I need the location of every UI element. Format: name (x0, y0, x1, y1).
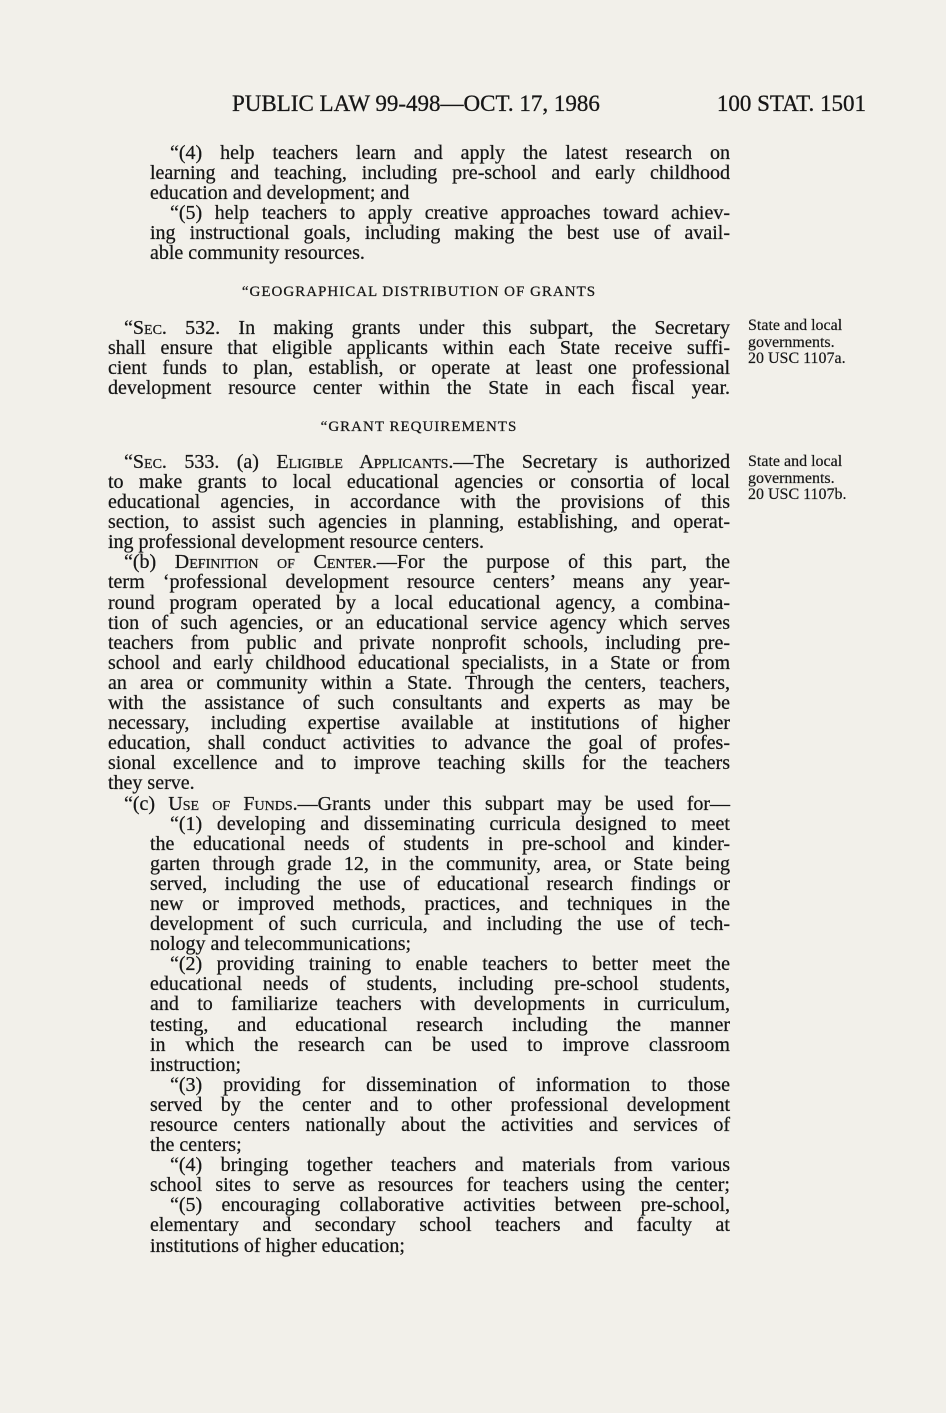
text-line: they serve. (108, 772, 195, 795)
text-line: served, including the use of educational research findings or (150, 872, 730, 895)
text-line: testing, and educational research including the manner (150, 1013, 730, 1036)
margin-note-line: governments. (748, 469, 835, 487)
section-532-paragraph (108, 318, 730, 398)
text-line: garten through grade 12, in the community, area, or State being (150, 852, 730, 875)
carryover-item-4 (108, 143, 730, 203)
text-line: an area or community within a State. Through the centers, teachers, (108, 671, 730, 694)
line-text: —Grants under this subpart may be used for— (297, 792, 731, 815)
section-heading-grant-requirements: “GRANT REQUIREMENTS (320, 418, 518, 435)
text-line: ing professional development resource centers. (108, 531, 484, 554)
text-line: “(2) providing training to enable teachers to better meet the (170, 953, 730, 976)
margin-note-section-532 (748, 318, 846, 368)
margin-note-section-533 (748, 454, 847, 504)
margin-note-line: State and local (748, 317, 843, 334)
open-quote: “ (124, 450, 133, 473)
text-line: cient funds to plan, establish, or operate at least one professional (108, 357, 730, 380)
text-line (124, 318, 730, 338)
text-line: and to familiarize teachers with developments in curriculum, (150, 993, 730, 1016)
text-line: tion of such agencies, or an educational service agency which serves (108, 611, 730, 634)
text-line: “(3) providing for dissemination of information to those (170, 1073, 730, 1096)
text-line: school and early childhood educational specialists, in a State or from (108, 651, 730, 674)
text-line: school sites to serve as resources for teachers using the center; (150, 1174, 730, 1197)
text-line: round program operated by a local educational agency, a combina- (108, 591, 730, 614)
text-line: sional excellence and to improve teaching skills for the teachers (108, 752, 730, 775)
margin-note-line: governments. (748, 333, 835, 351)
text-line: with the assistance of such consultants and experts as may be (108, 692, 730, 715)
text-line: “(5) encouraging collaborative activities between pre-school, (170, 1194, 730, 1217)
use-item-2 (108, 954, 730, 1075)
text-line: development of such curricula, and including the use of tech- (150, 913, 730, 936)
text-line: in which the research can be used to improve classroom (150, 1033, 730, 1056)
margin-note-line: 20 USC 1107a. (748, 350, 846, 367)
text-line: the centers; (150, 1134, 242, 1157)
section-label: Sec. (132, 450, 167, 473)
text-line (124, 794, 730, 814)
text-line: necessary, including expertise available at institutions of higher (108, 712, 730, 735)
line-text: —The Secretary is authorized (453, 450, 730, 473)
text-line: development resource center within the State in each fiscal year. (108, 377, 730, 400)
text-line: served by the center and to other professional development (150, 1093, 730, 1116)
line-text: —For the purpose of this part, the (376, 551, 730, 574)
line-text: “(c) (124, 792, 169, 815)
text-line: “(4) help teachers learn and apply the latest research on (170, 142, 730, 164)
text-line: section, to assist such agencies in planning, establishing, and operat- (108, 511, 730, 534)
text-line: instruction; (150, 1053, 242, 1076)
running-header-law-date: PUBLIC LAW 99-498—OCT. 17, 1986 (232, 91, 600, 116)
text-line: ing instructional goals, including making the best use of avail- (150, 222, 730, 245)
section-label: Sec. (132, 316, 167, 339)
text-line: elementary and secondary school teachers and faculty at (150, 1214, 730, 1237)
subsection-b-paragraph (108, 552, 730, 793)
text-line: teachers from public and private nonprofit schools, including pre- (108, 631, 730, 654)
text-line: “(4) bringing together teachers and materials from various (170, 1154, 730, 1177)
line-text: “(b) (124, 551, 175, 574)
use-item-1 (108, 814, 730, 955)
text-line: able community resources. (150, 242, 365, 265)
text-line: nology and telecommunications; (150, 933, 412, 956)
open-quote: “ (124, 316, 133, 339)
text-line: institutions of higher education; (150, 1234, 405, 1257)
text-line: the educational needs of students in pre-school and kinder- (150, 832, 730, 855)
text-line: “(5) help teachers to apply creative approaches toward achiev- (170, 202, 730, 225)
text-line (124, 452, 730, 472)
text-line: “(1) developing and disseminating curricula designed to meet (170, 812, 730, 835)
text-line: shall ensure that eligible applicants within each State receive suffi- (108, 337, 730, 360)
text-line: term ‘professional development resource centers’ means any year- (108, 571, 730, 594)
text-line: new or improved methods, practices, and techniques in the (150, 892, 730, 915)
text-line: resource centers nationally about the activities and services of (150, 1114, 730, 1137)
text-line: to make grants to local educational agencies or consortia of local (108, 471, 730, 494)
text-line (124, 552, 730, 572)
carryover-item-5 (108, 203, 730, 263)
text-line: education and development; and (150, 182, 410, 205)
text-line: educational needs of students, including pre-school students, (150, 973, 730, 996)
section-533-paragraph (108, 452, 730, 552)
subsection-caption: Use of Funds. (168, 792, 298, 815)
margin-note-line: State and local (748, 453, 843, 470)
running-header-stat-page: 100 STAT. 1501 (716, 91, 866, 116)
subsection-caption: Eligible Applicants. (276, 450, 454, 473)
main-text-column (108, 143, 730, 1256)
use-item-4 (108, 1155, 730, 1195)
subsection-caption: Definition of Center. (174, 551, 377, 574)
text-line: learning and teaching, including pre-school and early childhood (150, 162, 730, 185)
section-heading-geographical-distribution: “GEOGRAPHICAL DISTRIBUTION OF GRANTS (241, 283, 597, 300)
use-item-5 (108, 1195, 730, 1255)
use-item-3 (108, 1075, 730, 1155)
text-line: educational agencies, in accordance with the provisions of this (108, 491, 730, 514)
line-text: 532. In making grants under this subpart, the Secretary (166, 316, 730, 339)
line-text: 533. (a) (166, 450, 277, 473)
subsection-c-paragraph (108, 794, 730, 814)
margin-note-line: 20 USC 1107b. (748, 486, 847, 503)
text-line: education, shall conduct activities to advance the goal of profes- (108, 732, 730, 755)
